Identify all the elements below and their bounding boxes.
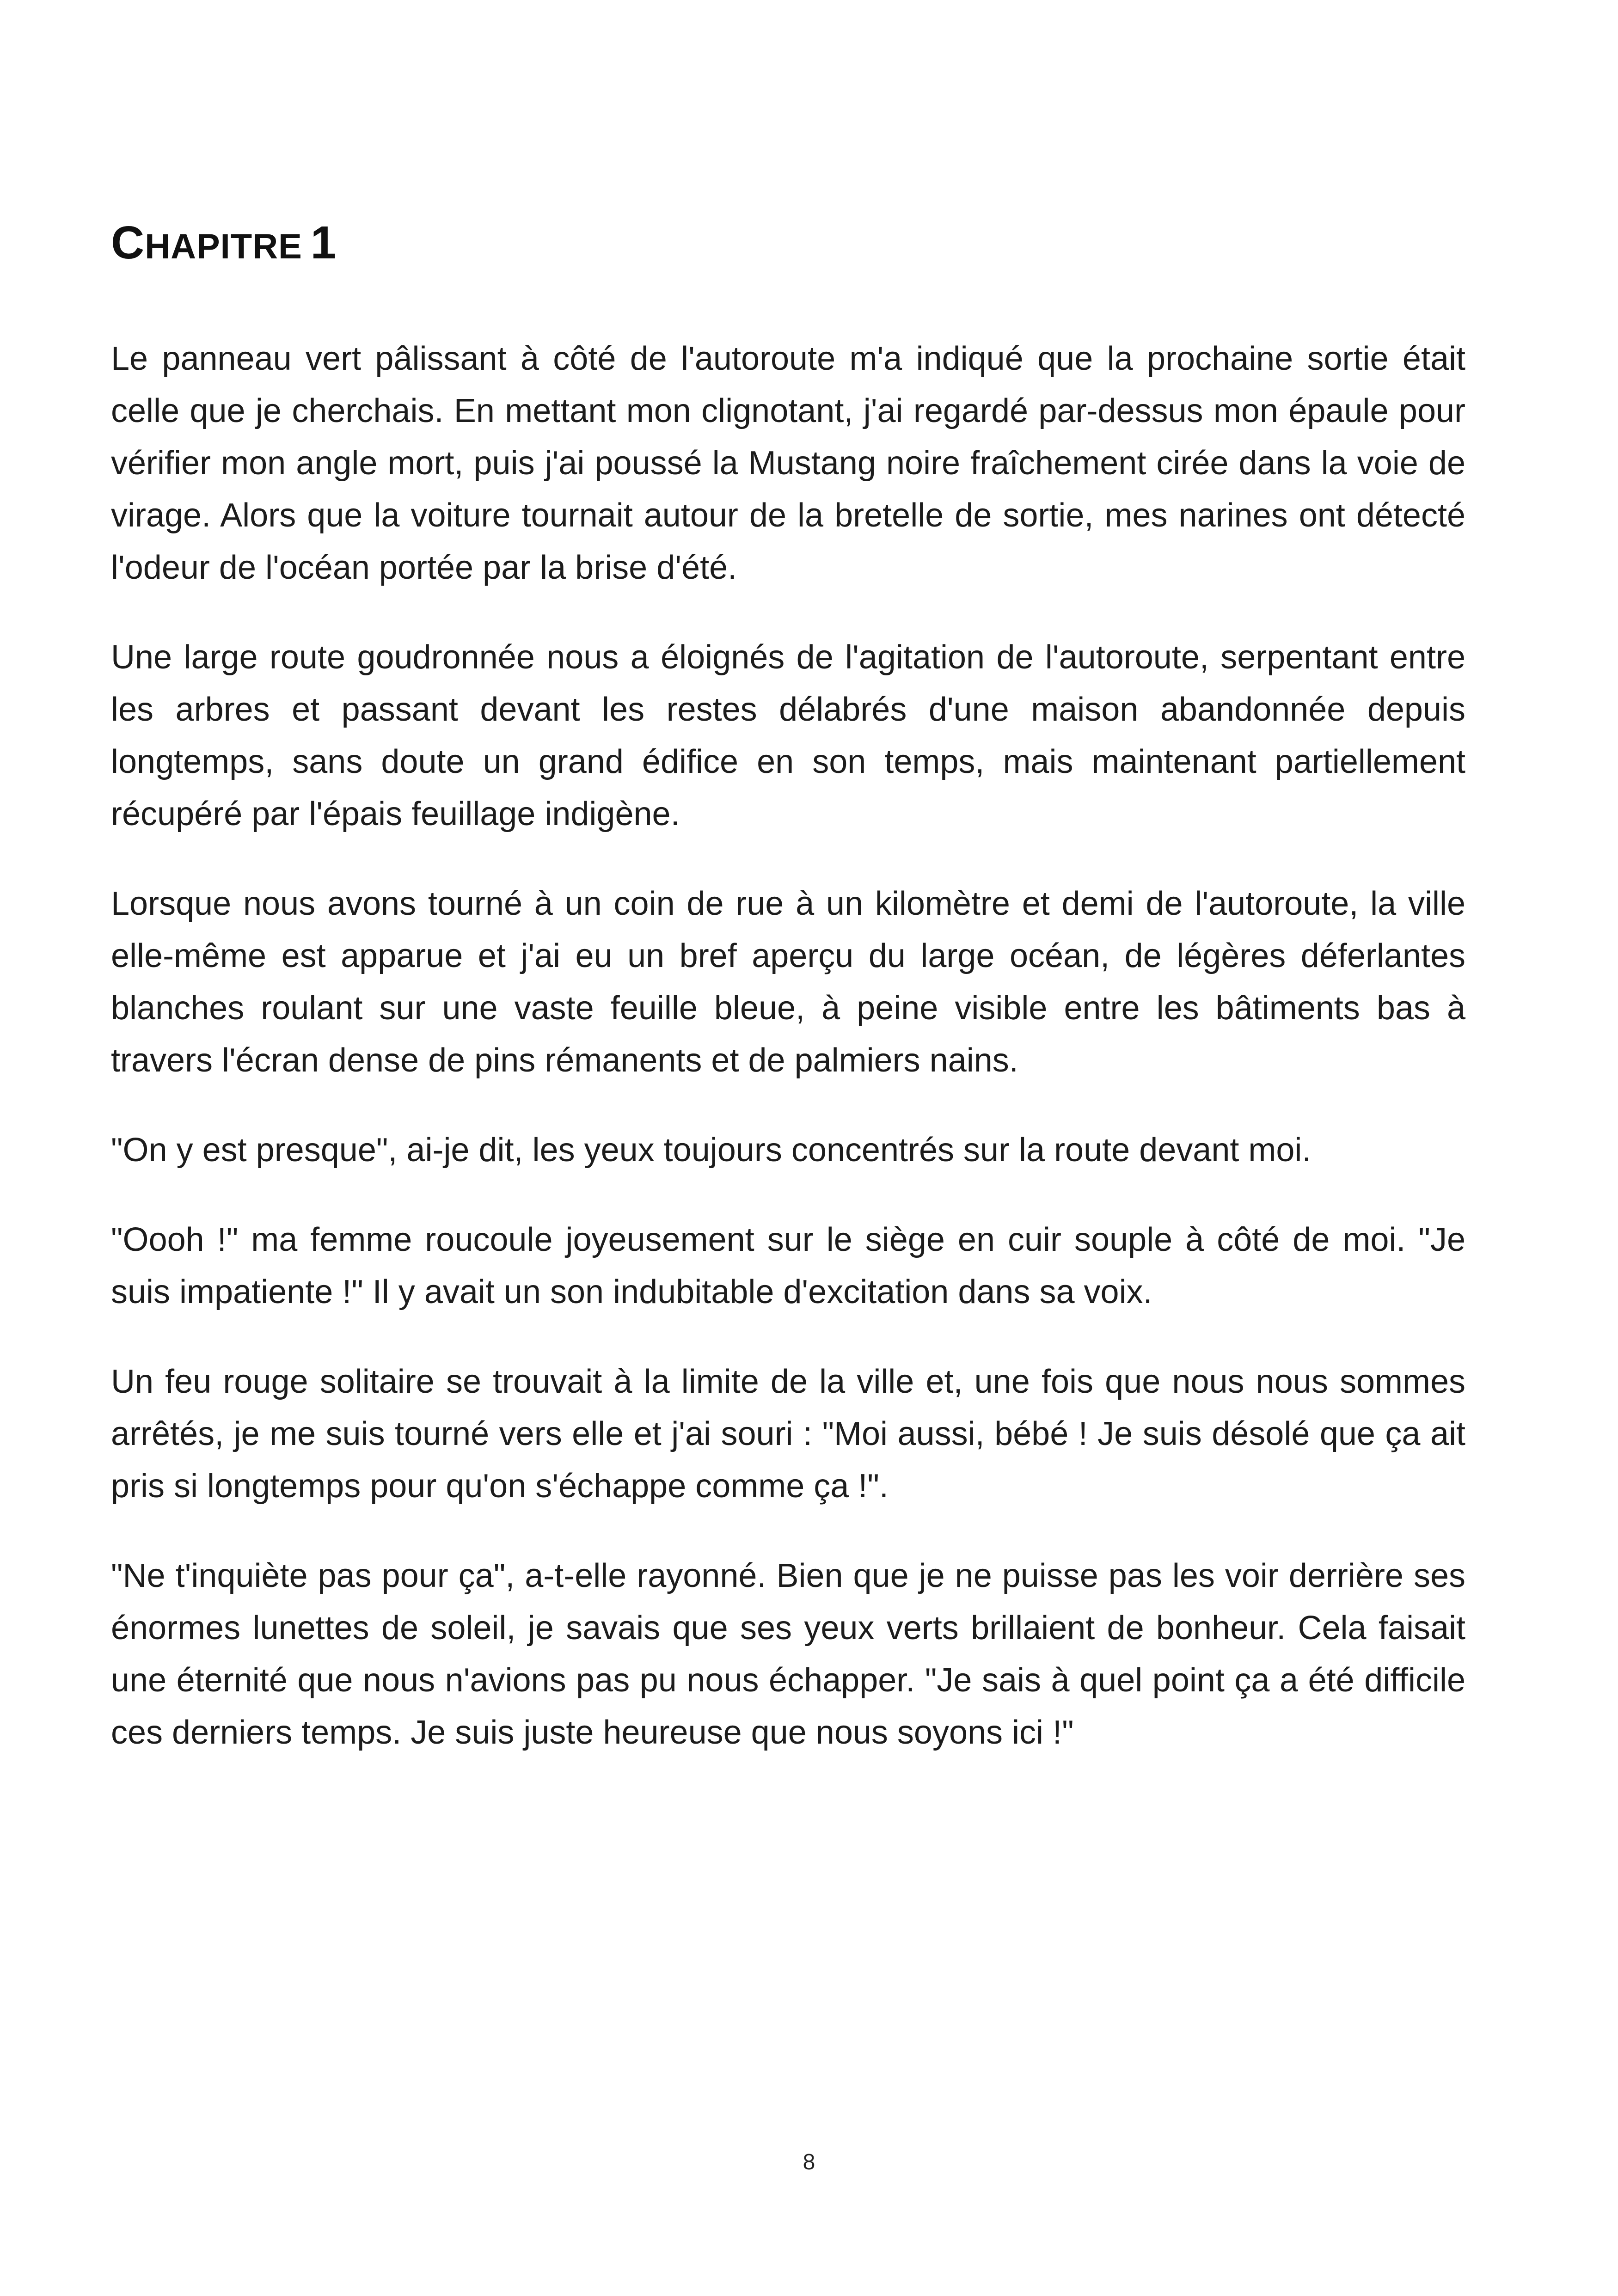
paragraph: "Ne t'inquiète pas pour ça", a-t-elle rayonné. Bien que je ne puisse pas les voir derrière ses énormes lunettes de soleil, je savais que ses yeux verts brillaient de bonheur. Cela faisait une éternité que nous n'avions pas pu nous échapper. "Je sais à quel point ça a été difficile ces derniers temps. Je suis juste heureuse que nous soyons ici !" — [111, 1557, 1465, 1751]
chapter-number: 1 — [310, 217, 337, 269]
chapter-title-rest: HAPITRE — [145, 227, 302, 266]
chapter-title — [111, 217, 337, 268]
chapter-body — [111, 333, 1465, 1796]
paragraph: Une large route goudronnée nous a éloignés de l'agitation de l'autoroute, serpentant entre les arbres et passant devant les restes délabrés d'une maison abandonnée depuis longtemps, sans doute un grand édifice en son temps, mais maintenant partiellement récupéré par l'épais feuillage indigène. — [111, 639, 1465, 833]
paragraph: Un feu rouge solitaire se trouvait à la limite de la ville et, une fois que nous nous sommes arrêtés, je me suis tourné vers elle et j'ai souri : "Moi aussi, bébé ! Je suis désolé que ça ait pris si longtemps pour qu'on s'échappe comme ça !". — [111, 1363, 1465, 1505]
paragraph: "On y est presque", ai-je dit, les yeux toujours concentrés sur la route devant moi. — [111, 1132, 1312, 1169]
paragraph: Le panneau vert pâlissant à côté de l'autoroute m'a indiqué que la prochaine sortie était celle que je cherchais. En mettant mon clignotant, j'ai regardé par-dessus mon épaule pour vérifier mon angle mort, puis j'ai poussé la Mustang noire fraîchement cirée dans la voie de virage. Alors que la voiture tournait autour de la bretelle de sortie, mes narines ont détecté l'odeur de l'océan portée par la brise d'été. — [111, 340, 1465, 586]
paragraph: "Oooh !" ma femme roucoule joyeusement sur le siège en cuir souple à côté de moi. "Je suis impatiente !" Il y avait un son indubitable d'excitation dans sa voix. — [111, 1221, 1465, 1310]
chapter-title-initial: C — [111, 217, 145, 269]
paragraph: Lorsque nous avons tourné à un coin de rue à un kilomètre et demi de l'autoroute, la ville elle-même est apparue et j'ai eu un bref aperçu du large océan, de légères déferlantes blanches roulant sur une vaste feuille bleue, à peine visible entre les bâtiments bas à travers l'écran dense de pins rémanents et de palmiers nains. — [111, 885, 1465, 1079]
page-number: 8 — [803, 2150, 815, 2174]
